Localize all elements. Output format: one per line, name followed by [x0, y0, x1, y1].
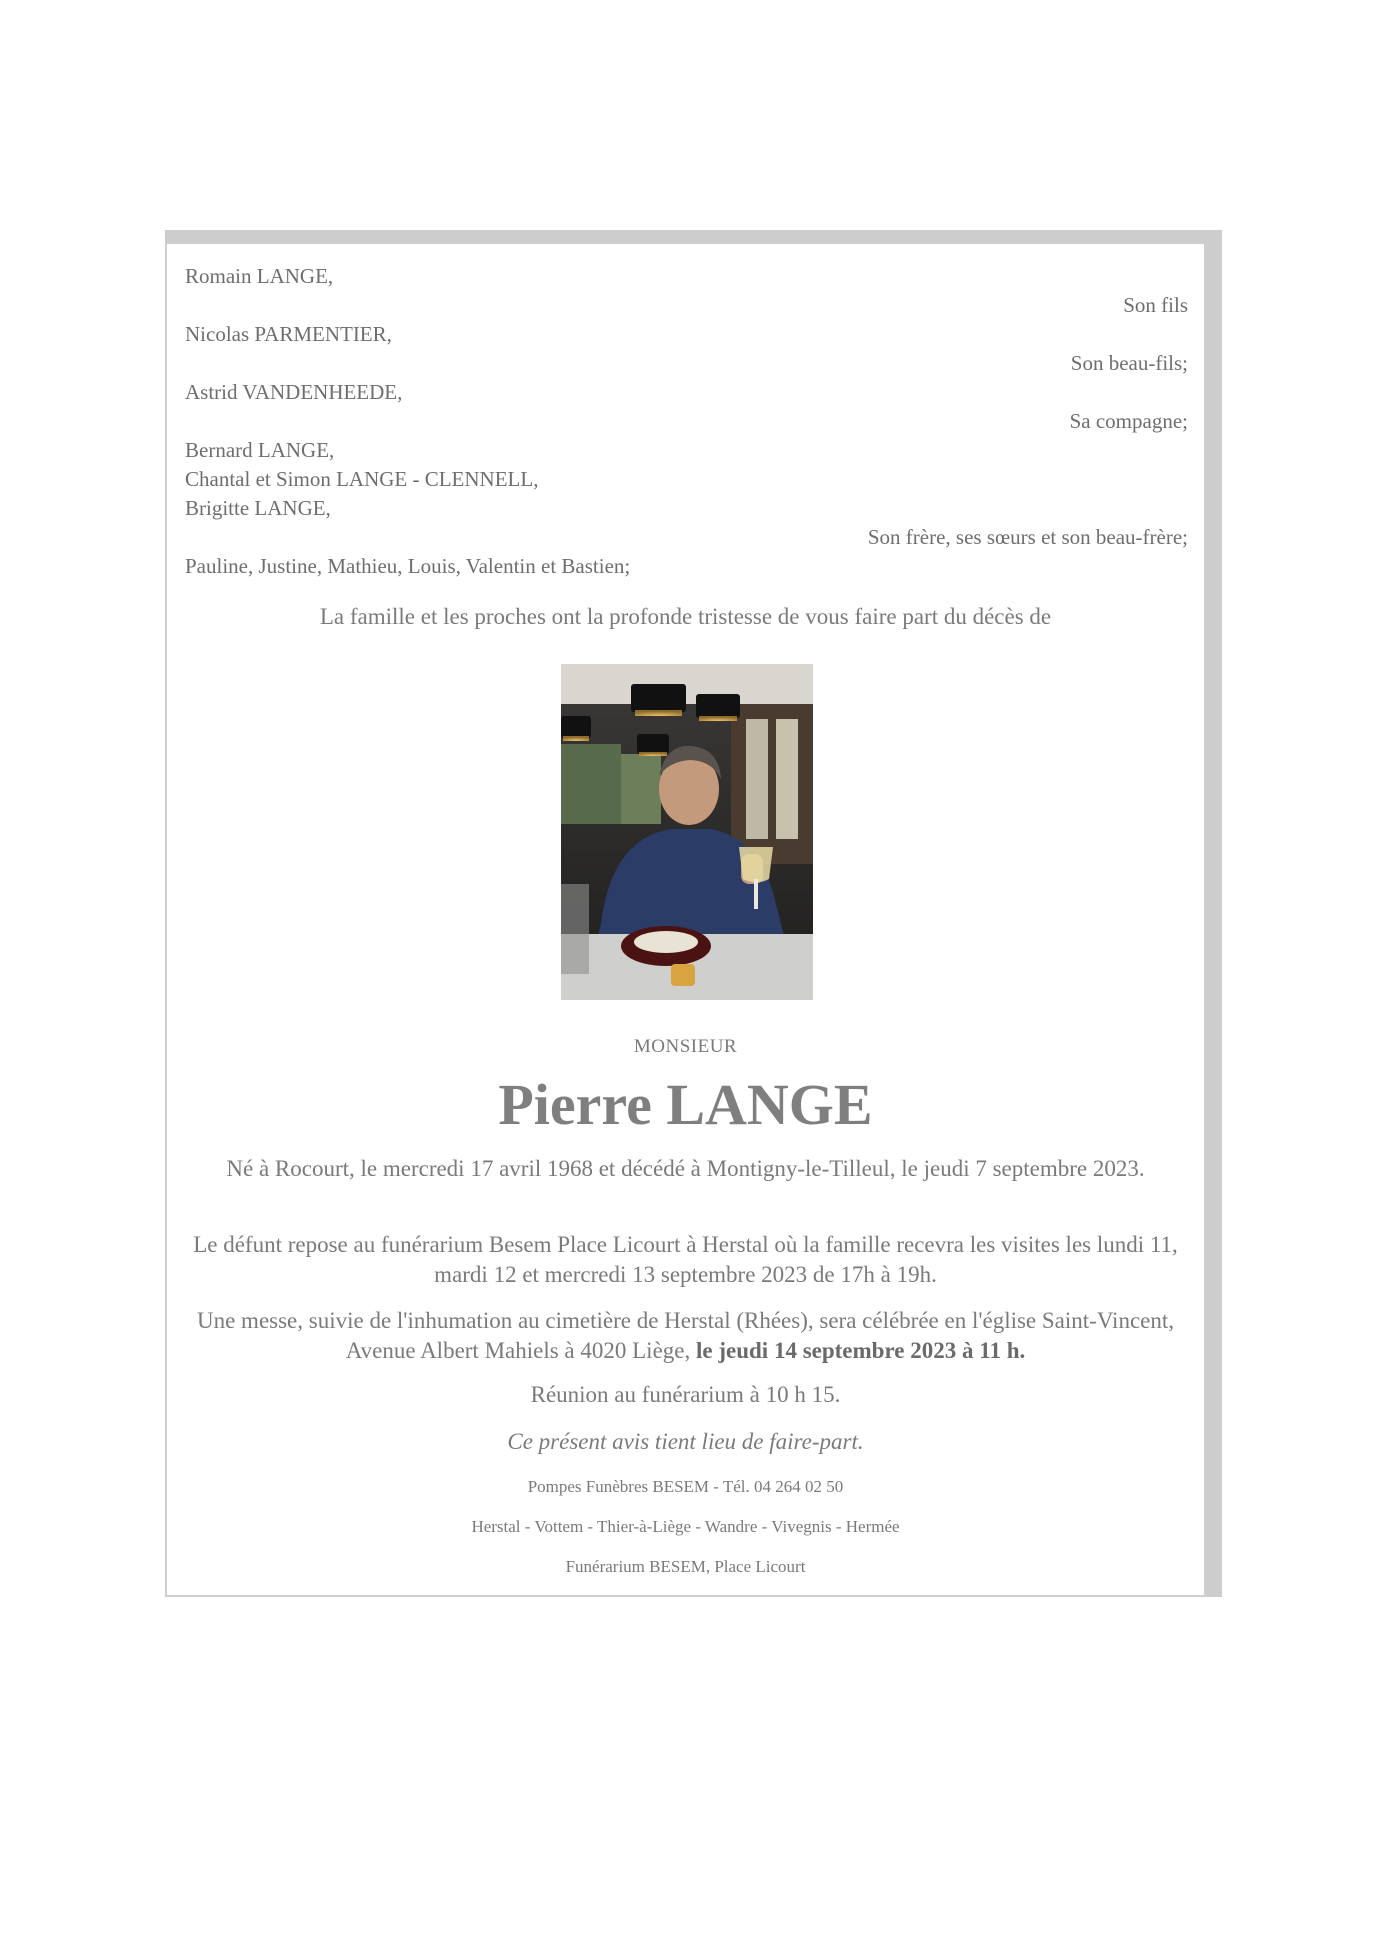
deceased-name: Pierre LANGE	[498, 1072, 873, 1137]
mass-description: Une messe, suivie de l'inhumation au cimetière de Herstal (Rhées), sera célébrée en l'église Saint-Vincent, Avenue Albert Mahiels à 4020 Liège,	[196, 1308, 1175, 1363]
visits-text: Le défunt repose au funérarium Besem Place Licourt à Herstal où la famille recevra les visites les lundi 11, mardi 12 et mercredi 13 septembre 2023 de 17h à 19h.	[193, 1232, 1178, 1287]
family-name: Brigitte LANGE,	[185, 496, 331, 520]
mass-date: le jeudi 14 septembre 2023 à 11 h.	[696, 1338, 1026, 1363]
meeting-text: Réunion au funérarium à 10 h 15.	[530, 1382, 841, 1407]
family-name: Bernard LANGE,	[185, 438, 335, 462]
family-relation: Son beau-fils;	[1070, 351, 1188, 375]
intro-text: La famille et les proches ont la profonde tristesse de vous faire part du décès de	[319, 604, 1052, 629]
family-relation: Son fils	[1123, 293, 1188, 317]
footer-funerarium: Funérarium BESEM, Place Licourt	[565, 1557, 806, 1576]
family-name: Nicolas PARMENTIER,	[185, 322, 392, 346]
family-name: Pauline, Justine, Mathieu, Louis, Valentin et Bastien;	[185, 554, 631, 578]
birth-death-text: Né à Rocourt, le mercredi 17 avril 1968 et décédé à Montigny-le-Tilleul, le jeudi 7 septembre 2023.	[226, 1156, 1145, 1181]
family-name: Astrid VANDENHEEDE,	[185, 380, 403, 404]
footer-locations: Herstal - Vottem - Thier-à-Liège - Wandre - Vivegnis - Hermée	[471, 1517, 900, 1536]
honorific: MONSIEUR	[633, 1036, 738, 1057]
footer-company: Pompes Funèbres BESEM - Tél. 04 264 02 50	[527, 1477, 844, 1496]
obituary-card	[165, 242, 1206, 1597]
family-name: Chantal et Simon LANGE - CLENNELL,	[185, 467, 539, 491]
family-name: Romain LANGE,	[185, 264, 334, 288]
family-relation: Son frère, ses sœurs et son beau-frère;	[867, 525, 1188, 549]
notice-text: Ce présent avis tient lieu de faire-part.	[507, 1429, 864, 1454]
portrait-photo	[561, 664, 813, 1000]
family-relation: Sa compagne;	[1069, 409, 1188, 433]
mass-text	[183, 1306, 1188, 1366]
